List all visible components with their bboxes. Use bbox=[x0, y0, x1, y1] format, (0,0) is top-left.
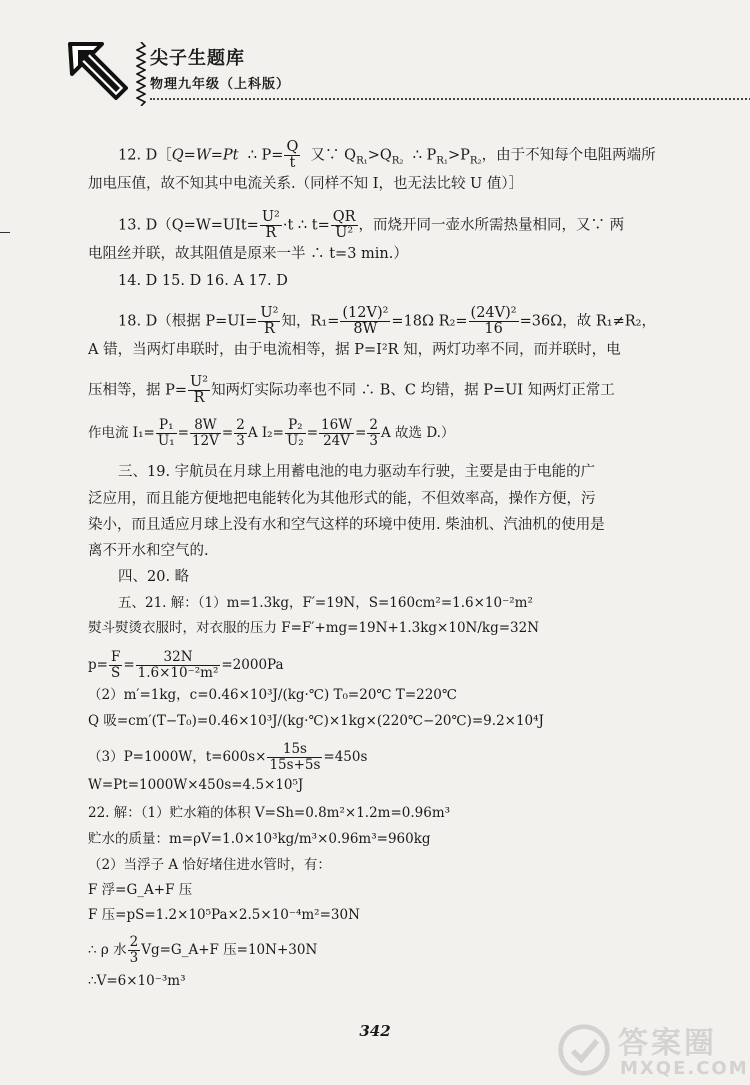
answer-21-line-3: p= $\frac{F}{S}$ = $\frac{32N}{\text{1.6×10⁻²m²}}$ =2000Pa bbox=[88, 649, 284, 681]
answer-22-line-6: ∴ ρ 水 $\frac{2}{3}$ Vg=G_A+F 压=10N+30N bbox=[88, 934, 318, 966]
answer-14-17: 14. D 15. D 16. A 17. D bbox=[118, 273, 288, 289]
answer-22-line-1: 22. 解：（1）贮水箱的体积 V=Sh=0.8m²×1.2m=0.96m³ bbox=[88, 805, 451, 821]
answer-22-line-2: 贮水的质量：m=ρV=1.0×10³kg/m³×0.96m³=960kg bbox=[88, 831, 431, 847]
answer-21-line-5: Q 吸=cm′(T−T₀)=0.46×10³J/(kg·℃)×1kg×(220℃−20℃)=9.2×10⁴J bbox=[88, 713, 544, 729]
answer-22-line-4: F 浮=G_A+F 压 bbox=[88, 882, 193, 898]
answer-21-line-6: （3）P=1000W，t=600s× $\frac{15s}{15s+5s}$ =450s bbox=[88, 741, 368, 773]
answer-18-line-2: A 错，当两灯串联时，由于电流相等，据 P=I²R 知，两灯功率不同，而并联时，电 bbox=[88, 342, 621, 358]
watermark-logo-icon bbox=[556, 1022, 612, 1078]
answer-18-line-4: 作电流 I₁= $\frac{\text{P₁}}{\text{U₁}}$ = $\frac{8W}{12V}$ = $\frac{2}{3}$ A I₂= $\frac{\text{P₂}}{\text{U₂}}$ = $\frac{16W}{24V}$ = $\frac{2}{3}$ A 故选 D.） bbox=[88, 417, 455, 449]
margin-mark bbox=[0, 232, 10, 233]
header-dotted-rule bbox=[150, 98, 750, 100]
answer-19-line-4: 离不开水和空气的. bbox=[88, 543, 209, 559]
answer-21-line-7: W=Pt=1000W×450s=4.5×10⁵J bbox=[88, 777, 304, 793]
page-number: 342 bbox=[359, 1022, 391, 1040]
watermark bbox=[556, 1018, 749, 1082]
book-subtitle: 物理九年级（上科版） bbox=[150, 77, 291, 92]
answer-12-line-2: 加电压值，故不知其中电流关系.（同样不知 I，也无法比较 U 值）］ bbox=[88, 176, 524, 192]
answer-22-line-5: F 压=pS=1.2×10⁵Pa×2.5×10⁻⁴m²=30N bbox=[88, 907, 360, 923]
answer-22-line-7: ∴V=6×10⁻³m³ bbox=[88, 973, 186, 989]
fraction: $\frac{Q}{t}$ bbox=[286, 139, 299, 171]
answer-18-line-1: 18. D（根据 P=UI= $\frac{\text{U²}}{R}$ 知，R₁= $\frac{\text{(12V)²}}{8W}$ =18Ω R₂= $\frac{\text{(24V)²}}{16}$ =36Ω，故 R₁≠R₂， bbox=[118, 305, 656, 337]
zigzag-divider-icon bbox=[136, 42, 146, 106]
answer-21-line-1: 五、21. 解：（1）m=1.3kg，F′=19N，S=160cm²=1.6×10⁻²m² bbox=[118, 595, 533, 611]
answer-13-line-1: 13. D（Q=W=UIt= $\frac{\text{U²}}{R}$ ·t ∴ t= $\frac{QR}{\text{U²}}$ ，而烧开同一壶水所需热量相同，又∵ 两 bbox=[118, 209, 625, 241]
watermark-url: MXQE.COM bbox=[620, 1058, 749, 1079]
answer-12-line-1: 12. D［Q=W=Pt ∴ P= $\frac{Q}{t}$ 又∵ $Q_{R_1}>Q_{R_2}$ ∴ $P_{R_1}>P_{R_2}$，由于不知每个电阻两端所 bbox=[118, 139, 656, 171]
answer-21-line-2: 熨斗熨烫衣服时，对衣服的压力 F=F′+mg=19N+1.3kg×10N/kg=32N bbox=[88, 620, 540, 636]
arrow-logo-icon bbox=[66, 38, 136, 108]
watermark-chinese: 答案圈 bbox=[618, 1026, 717, 1061]
answer-19-line-3: 染小，而且适应月球上没有水和空气这样的环境中使用. 柴油机、汽油机的使用是 bbox=[88, 517, 605, 533]
answer-19-line-2: 泛应用，而且能方便地把电能转化为其他形式的能，不但效率高，操作方便，污 bbox=[88, 491, 596, 507]
answer-19-line-1: 三、19. 宇航员在月球上用蓄电池的电力驱动车行驶，主要是由于电能的广 bbox=[118, 464, 596, 480]
answer-20: 四、20. 略 bbox=[118, 569, 190, 585]
answer-13-line-2: 电阻丝并联，故其阻值是原来一半 ∴ t=3 min.） bbox=[88, 246, 408, 262]
book-title: 尖子生题库 bbox=[150, 48, 245, 69]
answer-18-line-3: 压相等，据 P= $\frac{\text{U²}}{R}$ 知两灯实际功率也不同 ∴ B、C 均错，据 P=UI 知两灯正常工 bbox=[88, 374, 615, 406]
answer-21-line-4: （2）m′=1kg，c=0.46×10³J/(kg·℃) T₀=20℃ T=220℃ bbox=[88, 687, 457, 703]
answer-22-line-3: （2）当浮子 A 恰好堵住进水管时，有： bbox=[88, 857, 331, 873]
page-header bbox=[66, 38, 706, 108]
